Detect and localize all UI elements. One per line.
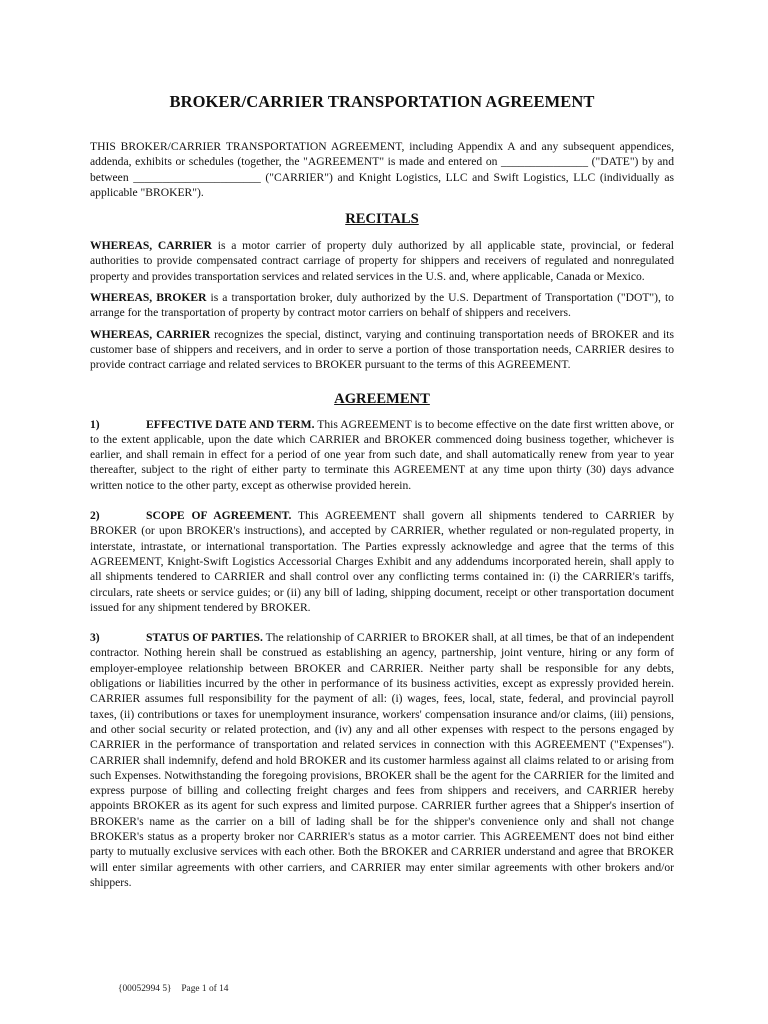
section-text: This AGREEMENT is to become effective on the date first written above, or to the extent applicable, upon the date which CARRIER and BROKER commenced doing business together, whichever is earlier, and shall remain in effect for a period of one year from such date, and shall automatically renew from year to year thereafter, subject to the right of either party to terminate this AGREEMENT at any time upon thirty (30) days advance written notice to the other party, except as otherwise provided herein.: [90, 417, 674, 492]
section-status-of-parties: [90, 630, 674, 890]
agreement-heading: AGREEMENT: [334, 390, 430, 407]
recital-text: is a motor carrier of property duly authorized by all applicable state, provincial, or federal authorities to provide compensated contract carriage of property for shippers and receivers of regulated and nonregulated property and provides transportation services and related services in the U.S. and, where applicable, Canada or Mexico.: [90, 239, 674, 283]
section-effective-date: [90, 417, 674, 493]
section-number: 3): [90, 631, 100, 645]
recital-paragraph: [90, 290, 674, 321]
document-id: {00052994 5}: [118, 984, 172, 994]
recital-lead: WHEREAS, CARRIER: [90, 327, 211, 341]
section-text: The relationship of CARRIER to BROKER shall, at all times, be that of an independent contractor. Nothing herein shall be construed as establishing an agency, partnership, joint venture, hiring or any form of employer-employee relationship between BROKER and CARRIER. Neither party shall be responsible for any debts, obligations or liabilities incurred by the other in performance of its business activities, except as expressly provided herein. CARRIER assumes full responsibility for the payment of all: (i) wages, fees, local, state, federal, and provincial payroll taxes, (ii) contributions or taxes for unemployment insurance, workers' compensation insurance and/or claims, (iii) pensions, and other social security or related protection, and (iv) any and all other expenses with respect to the persons engaged by CARRIER in the performance of transportation and related services in connection with this AGREEMENT ("Expenses"). CARRIER shall indemnify, defend and hold BROKER and its customer harmless against all claims related to or arising from such Expenses. Notwithstanding the foregoing provisions, BROKER shall be the agent for the CARRIER for the limited and express purpose of billing and collecting freight charges and fees from shippers and receivers, and CARRIER hereby appoints BROKER as its agent for such express and limited purpose. CARRIER further agrees that a Shipper's insertion of BROKER's name as the carrier on a bill of lading shall be for the shipper's convenience only and shall not change BROKER's status as a property broker nor CARRIER's status as a motor carrier. This AGREEMENT does not bind either party to mutually exclusive services with each other. Both the BROKER and CARRIER understand and agree that BROKER will enter similar agreements with other carriers, and CARRIER may enter similar agreements with other brokers and/or shippers.: [90, 631, 674, 889]
section-heading: SCOPE OF AGREEMENT.: [146, 509, 292, 523]
recital-paragraph: [90, 238, 674, 284]
recital-paragraph: [90, 327, 674, 373]
section-number: 1): [90, 417, 100, 431]
section-scope: [90, 508, 674, 615]
recital-lead: WHEREAS, CARRIER: [90, 239, 213, 253]
recitals-heading: RECITALS: [345, 211, 419, 228]
section-text: This AGREEMENT shall govern all shipments tendered to CARRIER by BROKER (or upon BROKER's instructions), and accepted by CARRIER, whether regulated or non-regulated property, in interstate, intrastate, or international transportation. The Parties expressly acknowledge and agree that the terms of this AGREEMENT, Knight-Swift Logistics Accessorial Charges Exhibit and any addendums incorporated herein, shall apply to all shipments tendered to CARRIER and shall control over any conflicting terms contained in: (i) the CARRIER's tariffs, circulars, rate sheets or service guides; or (ii) any bill of lading, shipping document, receipt or other transportation document issued for any shipment tendered by BROKER.: [90, 509, 674, 614]
section-heading: STATUS OF PARTIES.: [146, 631, 263, 645]
intro-paragraph: THIS BROKER/CARRIER TRANSPORTATION AGREEMENT, including Appendix A and any subsequent appendices, addenda, exhibits or schedules (together, the "AGREEMENT" is made and entered on _______________ ("DATE") by and between ______________________ ("CARRIER") and Knight Logistics, LLC and Swift Logistics, LLC (individually as applicable "BROKER").: [90, 140, 674, 199]
document-title: BROKER/CARRIER TRANSPORTATION AGREEMENT: [169, 92, 595, 111]
section-number: 2): [90, 509, 100, 523]
page-number: Page 1 of 14: [181, 984, 229, 994]
recital-text: is a transportation broker, duly authorized by the U.S. Department of Transportation ("DOT"), to arrange for the transportation of property by contract motor carriers on behalf of shippers and receivers.: [90, 291, 674, 320]
page-footer: [118, 984, 228, 994]
recital-lead: WHEREAS, BROKER: [90, 291, 207, 305]
section-heading: EFFECTIVE DATE AND TERM.: [146, 417, 315, 431]
recital-text: recognizes the special, distinct, varying and continuing transportation needs of BROKER and its customer base of shippers and receivers, and in order to serve a portion of those transportation needs, CARRIER desires to provide contract carriage and related services to BROKER pursuant to the terms of this AGREEMENT.: [90, 327, 674, 372]
